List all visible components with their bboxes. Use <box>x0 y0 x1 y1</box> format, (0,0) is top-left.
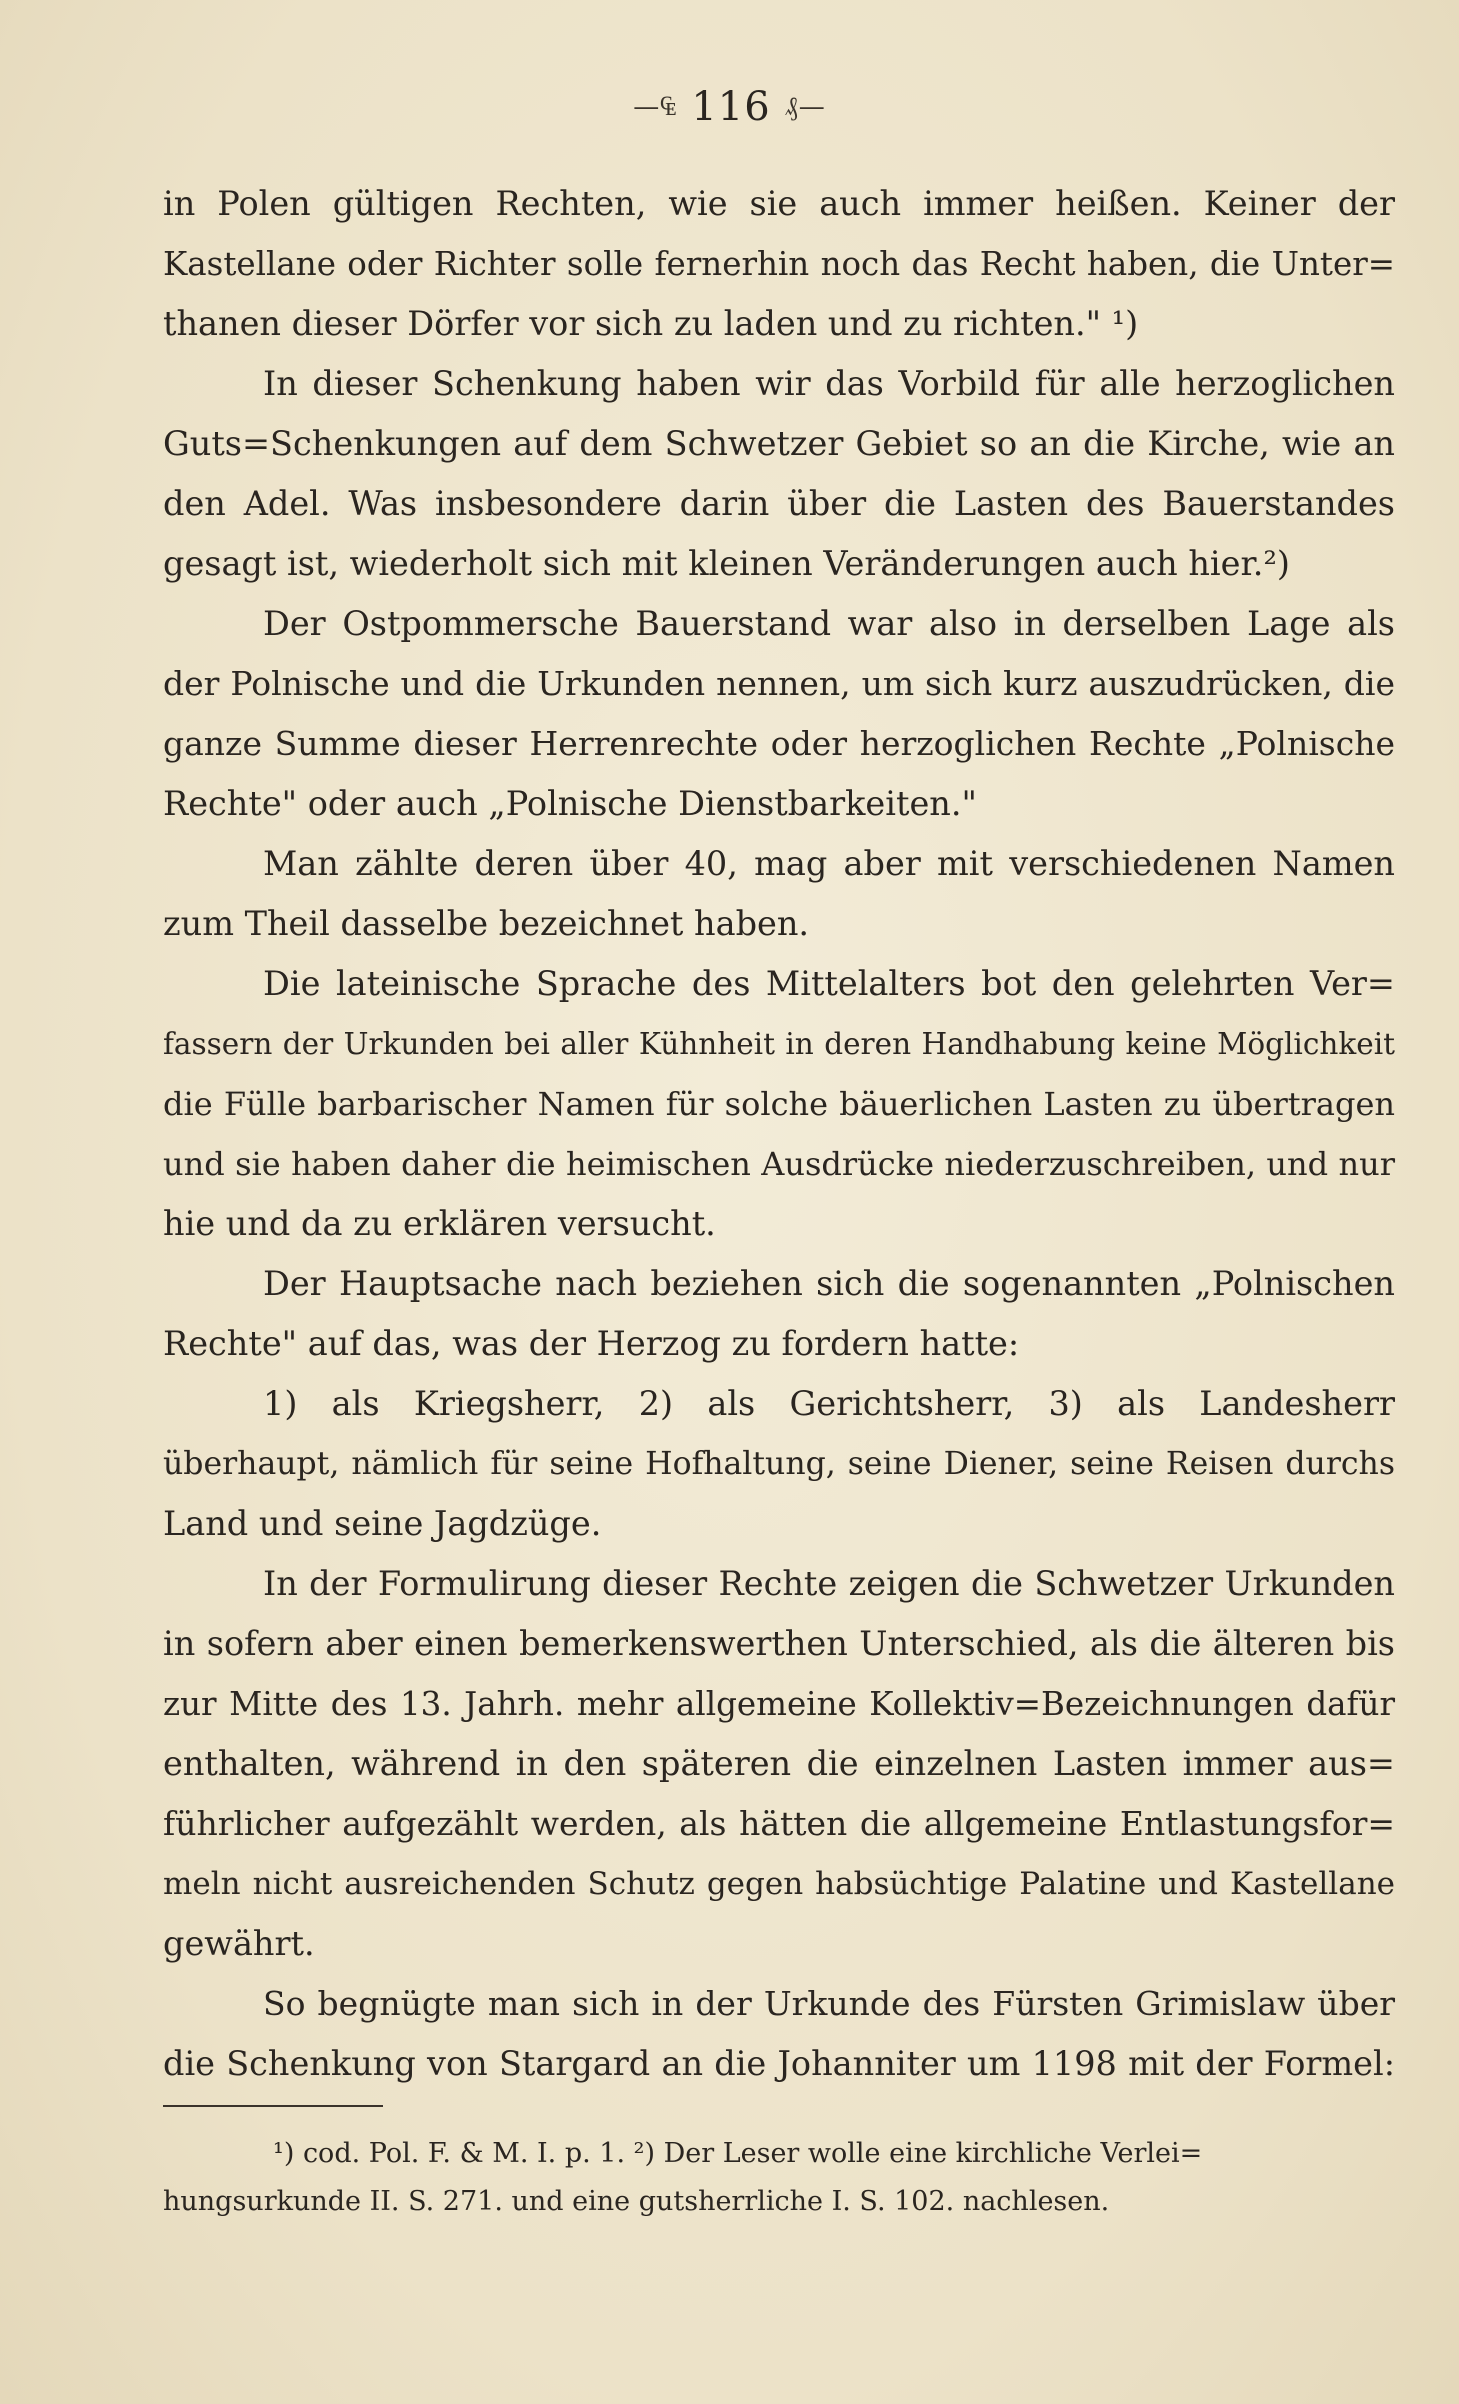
text-line: zur Mitte des 13. Jahrh. mehr allgemeine Kollektiv=Bezeichnungen dafür <box>163 1685 1395 1723</box>
text-line: So begnügte man sich in der Urkunde des Fürsten Grimislaw über <box>263 1984 1395 2023</box>
text-line: In der Formulirung dieser Rechte zeigen die Schwetzer Urkunden <box>263 1564 1395 1603</box>
text-line: Man zählte deren über 40, mag aber mit verschiedenen Namen <box>263 844 1395 883</box>
footnote-line: ¹) cod. Pol. F. & M. I. p. 1. ²) Der Leser wolle eine kirchliche Verlei= <box>273 2138 1203 2169</box>
text-line: Rechte" oder auch „Polnische Dienstbarkeiten." <box>163 784 977 823</box>
text-line: ganze Summe dieser Herrenrechte oder herzoglichen Rechte „Polnische <box>163 724 1395 763</box>
text-line: hie und da zu erklären versucht. <box>163 1204 716 1243</box>
text-line: Land und seine Jagdzüge. <box>163 1504 602 1543</box>
text-line: fassern der Urkunden bei aller Kühnheit in deren Handhabung keine Möglichkeit <box>163 1027 1395 1061</box>
body-text <box>163 174 1395 2094</box>
text-line: Der Hauptsache nach beziehen sich die sogenannten „Polnischen <box>263 1264 1395 1303</box>
text-line: die Fülle barbarischer Namen für solche bäuerlichen Lasten zu übertragen <box>163 1085 1395 1123</box>
text-line: enthalten, während in den späteren die einzelnen Lasten immer aus= <box>163 1744 1395 1783</box>
text-line: zum Theil dasselbe bezeichnet haben. <box>163 904 810 943</box>
text-line: gesagt ist, wiederholt sich mit kleinen Veränderungen auch hier.²) <box>163 544 1290 583</box>
text-line: der Polnische und die Urkunden nennen, um sich kurz auszudrücken, die <box>163 664 1395 703</box>
text-line: den Adel. Was insbesondere darin über die Lasten des Bauerstandes <box>163 484 1395 523</box>
text-line: überhaupt, nämlich für seine Hofhaltung, seine Diener, seine Reisen durchs <box>163 1446 1395 1482</box>
text-line: gewährt. <box>163 1924 315 1963</box>
text-line: In dieser Schenkung haben wir das Vorbild für alle herzoglichen <box>263 364 1395 403</box>
text-line: in Polen gültigen Rechten, wie sie auch immer heißen. Keiner der <box>163 184 1395 223</box>
header-ornament-right: ₰— <box>784 92 826 122</box>
text-line: Rechte" auf das, was der Herzog zu fordern hatte: <box>163 1324 1020 1363</box>
text-line: die Schenkung von Stargard an die Johanniter um 1198 mit der Formel: <box>163 2044 1395 2083</box>
text-line: führlicher aufgezählt werden, als hätten die allgemeine Entlastungsfor= <box>163 1804 1395 1843</box>
footnote-line: hungsurkunde II. S. 271. und eine gutsherrliche I. S. 102. nachlesen. <box>163 2186 1110 2217</box>
text-line: meln nicht ausreichenden Schutz gegen habsüchtige Palatine und Kastellane <box>163 1866 1395 1902</box>
header-ornament-left: —₠ <box>633 92 678 122</box>
page-header <box>0 84 1459 130</box>
text-line: Kastellane oder Richter solle fernerhin noch das Recht haben, die Unter= <box>163 245 1395 283</box>
text-line: und sie haben daher die heimischen Ausdrücke niederzuschreiben, und nur <box>163 1145 1395 1183</box>
text-line: 1) als Kriegsherr, 2) als Gerichtsherr, 3) als Landesherr <box>263 1384 1395 1423</box>
text-line: Der Ostpommersche Bauerstand war also in derselben Lage als <box>263 604 1395 643</box>
text-line: Guts=Schenkungen auf dem Schwetzer Gebiet so an die Kirche, wie an <box>163 424 1395 463</box>
text-line: Die lateinische Sprache des Mittelalters bot den gelehrten Ver= <box>263 964 1395 1003</box>
text-line: thanen dieser Dörfer vor sich zu laden und zu richten." ¹) <box>163 304 1139 343</box>
page-number: 116 <box>691 84 771 130</box>
text-line: in sofern aber einen bemerkenswerthen Unterschied, als die älteren bis <box>163 1624 1395 1663</box>
footnote-divider <box>163 2105 383 2107</box>
footnotes <box>163 2130 1395 2226</box>
